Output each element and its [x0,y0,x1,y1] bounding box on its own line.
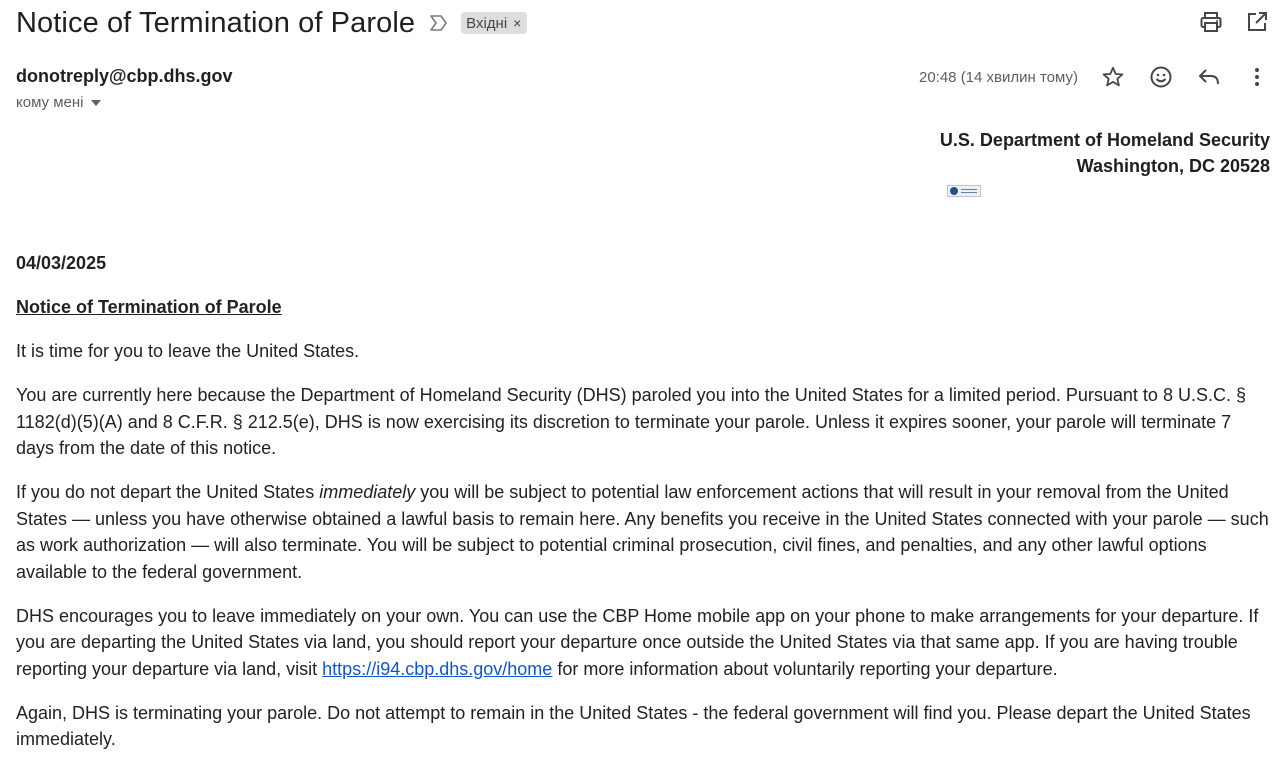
paragraph-5: Again, DHS is terminating your parole. Do not attempt to remain in the United States - the federal government will find you. Please depart the United States immediately. [16,702,1251,749]
paragraph-4-end: for more information about voluntarily reporting your departure. [552,658,1058,679]
letterhead-line1: U.S. Department of Homeland Security [939,130,1270,150]
paragraph-3-end: you will be subject to potential law enforcement actions that will result in your removal from the United States — unless you have otherwise obtained a lawful basis to remain here. Any benefits you receive in the United States connected with your parole — such as work authorization — will also terminate. You will be subject to potential criminal prosecution, civil fines, and penalties, and any other lawful options available to the federal government. [16,482,1269,582]
paragraph-3-emphasis: immediately [319,482,416,502]
paragraph-4-start: DHS encourages you to leave immediately on your own. You can use the CBP Home mobile app on your phone to make arrangements for your departure. If you are departing the United States via land, you should report your departure once outside the United States via that same app. If you are having trouble reporting your departure via land, visit [16,605,1259,679]
inbox-label-chip[interactable] [461,12,527,34]
subject-bar [16,2,527,44]
letter-date: 04/03/2025 [16,253,107,273]
paragraph-2: You are currently here because the Department of Homeland Security (DHS) paroled you into the United States for a limited period. Pursuant to 8 U.S.C. § 1182(d)(5)(A) and 8 C.F.R. § 212.5(e), DHS is now exercising its discretion to terminate your parole. Unless it expires sooner, your parole will terminate 7 days from the date of this notice. [16,385,1246,458]
top-actions [1198,9,1270,35]
inbox-label-text: Вхідні [466,14,508,32]
paragraph-3 [16,479,1272,585]
dhs-seal-icon [947,185,981,197]
sender-email: donotreply@cbp.dhs.gov [16,66,233,86]
letterhead [940,127,1270,179]
timestamp: 20:48 (14 хвилин тому) [918,68,1078,86]
emoji-icon[interactable] [1148,64,1174,90]
paragraph-4 [16,603,1272,683]
star-icon[interactable] [1100,64,1126,90]
letter-title: Notice of Termination of Parole [16,297,282,317]
reply-icon[interactable] [1196,64,1222,90]
important-marker-icon[interactable] [429,12,451,34]
caret-down-icon[interactable] [90,94,102,111]
paragraph-1: It is time for you to leave the United States. [16,341,360,361]
recipient-details-toggle[interactable] [16,94,102,111]
print-icon[interactable] [1198,9,1224,35]
email-body [16,250,1272,770]
open-in-new-window-icon[interactable] [1244,9,1270,35]
recipient-text: кому мені [16,94,84,111]
paragraph-3-start: If you do not depart the United States [16,482,320,502]
message-meta [919,64,1270,90]
remove-label-icon[interactable]: × [513,15,522,31]
email-subject: Notice of Termination of Parole [16,6,416,39]
i94-link[interactable]: https://i94.cbp.dhs.gov/home [322,658,553,679]
more-vert-icon[interactable] [1244,64,1270,90]
letterhead-line2: Washington, DC 20528 [1076,156,1270,176]
